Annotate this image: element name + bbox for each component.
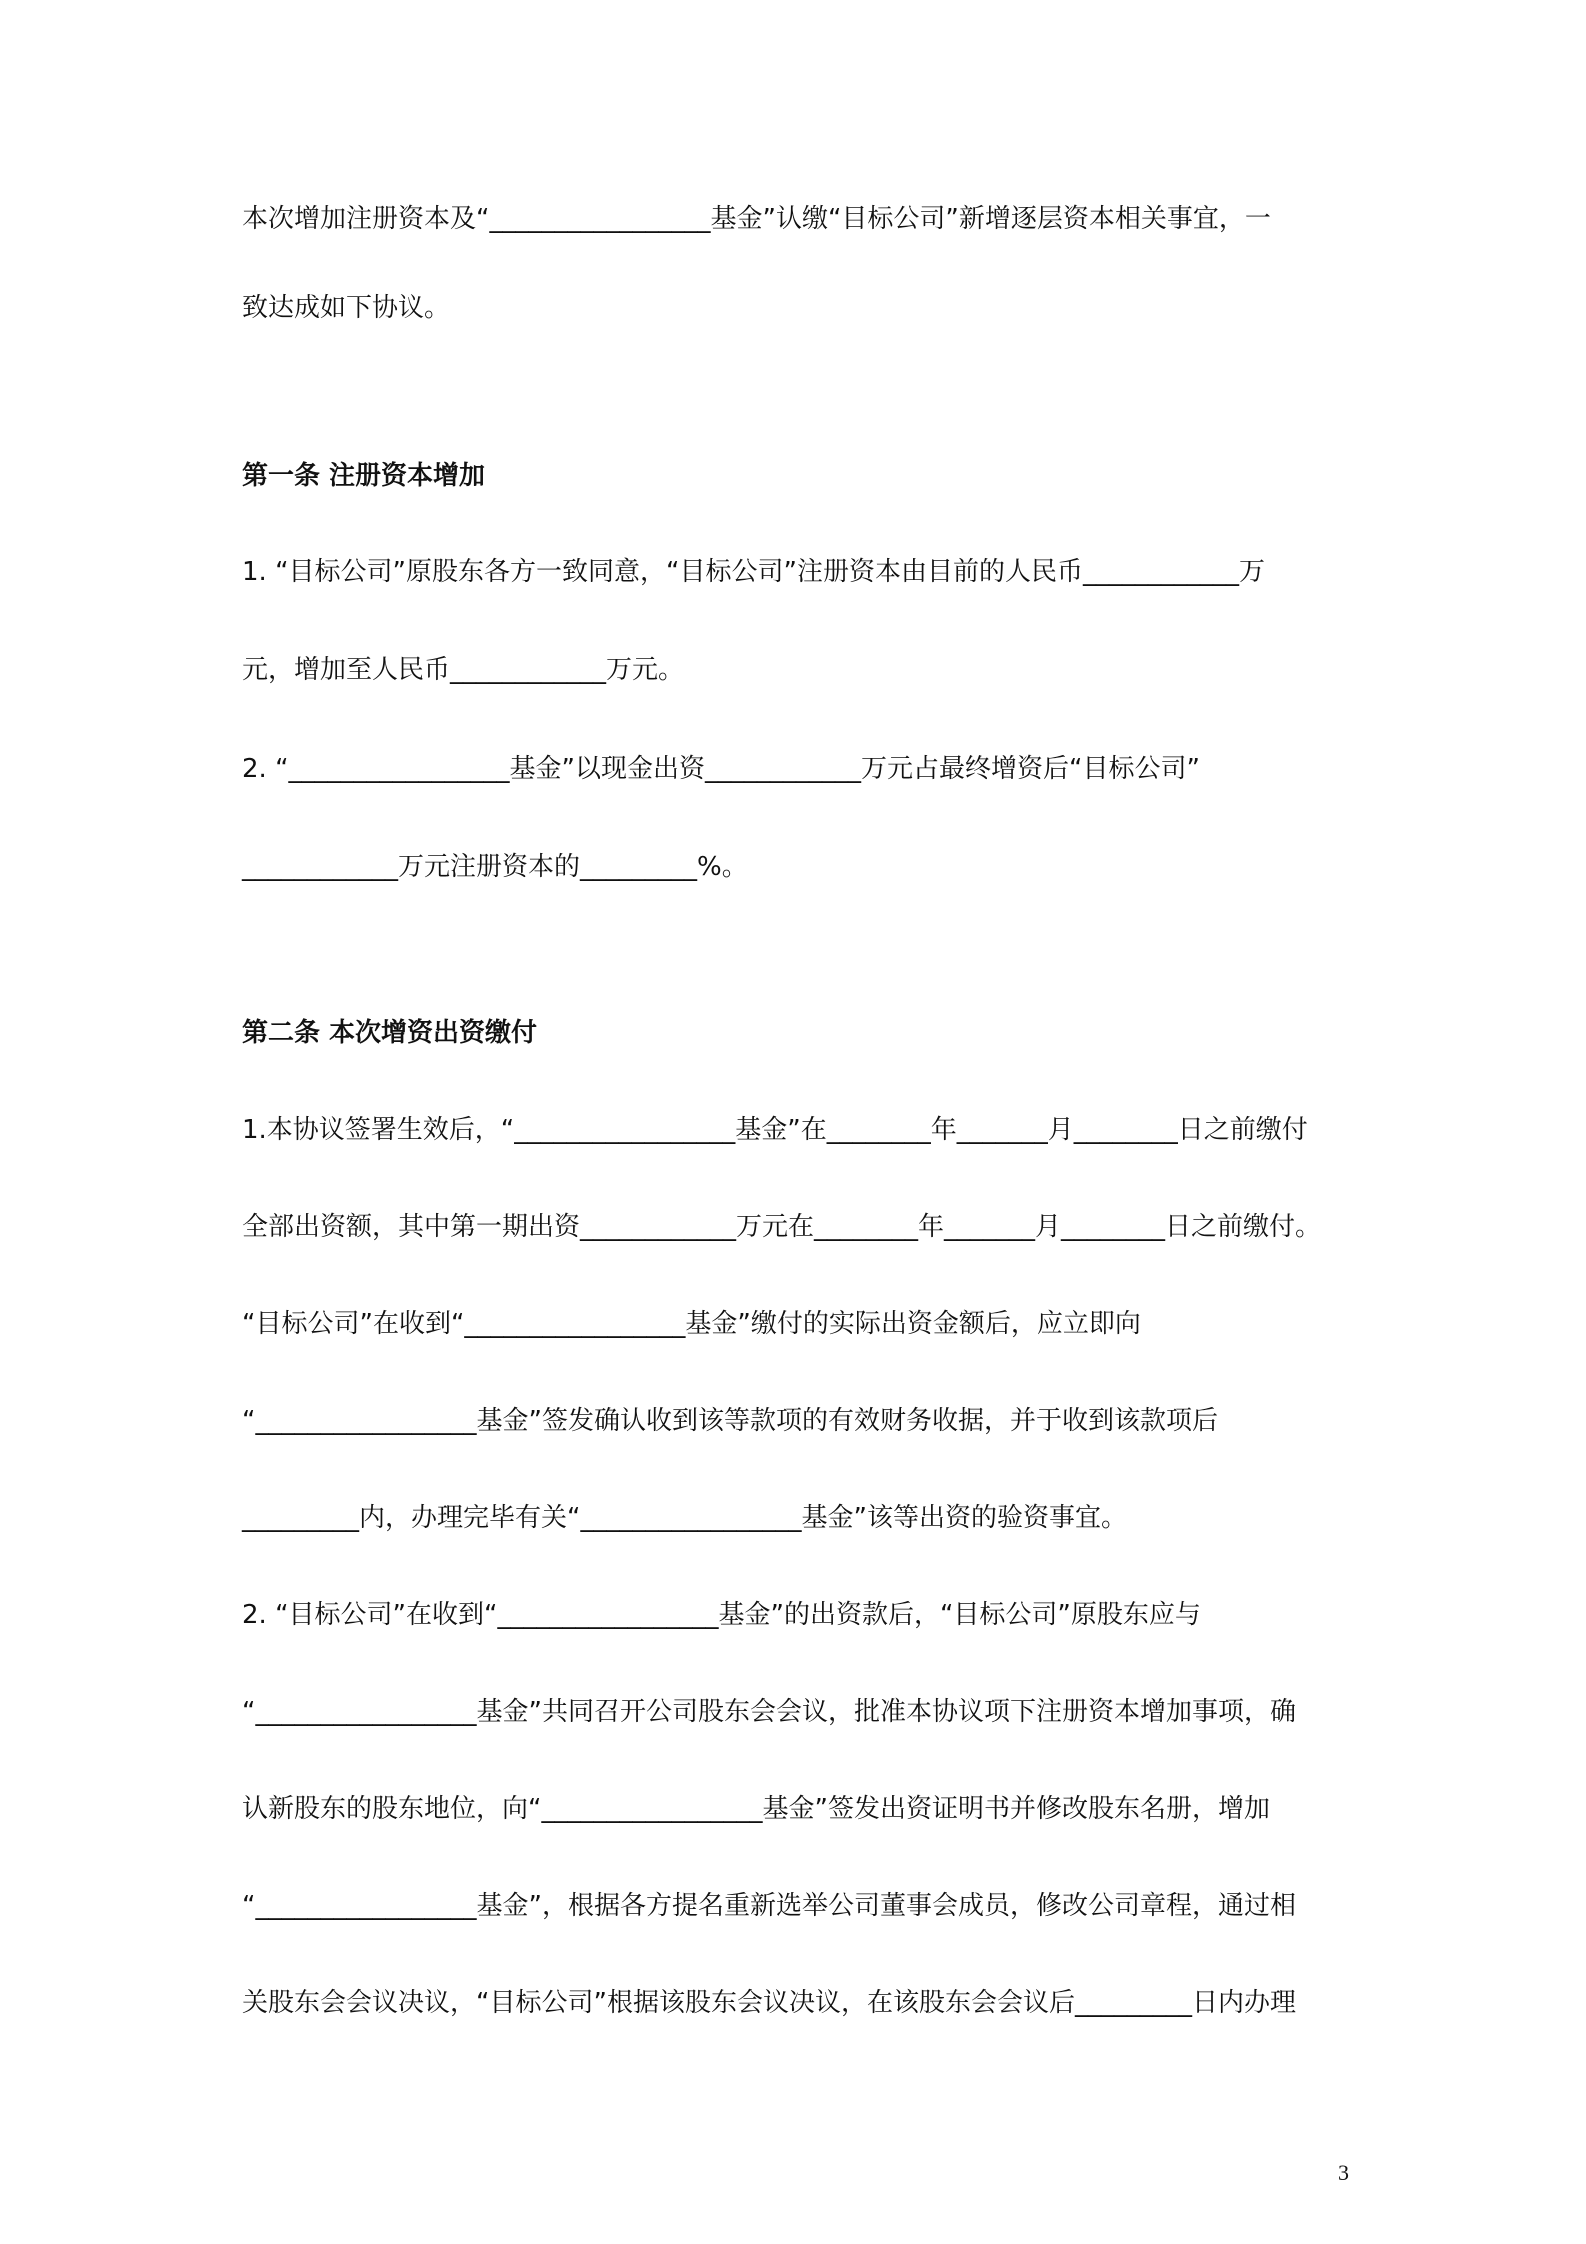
article-2-para-1-line-4: “_________________基金”签发确认收到该等款项的有效财务收据，并于收到该款项后 [242, 1406, 1218, 1436]
intro-line-1: 本次增加注册资本及“_________________基金”认缴“目标公司”新增逐层资本相关事宜，一 [242, 204, 1271, 234]
article-2-para-2-line-1: 2. “目标公司”在收到“_________________基金”的出资款后，“目标公司”原股东应与 [242, 1600, 1201, 1630]
article-2-heading: 第二条 本次增资出资缴付 [242, 1018, 538, 1048]
article-1-para-1-line-2: 元，增加至人民币____________万元。 [242, 655, 685, 685]
article-2-para-2-line-3: 认新股东的股东地位，向“_________________基金”签发出资证明书并修改股东名册，增加 [242, 1794, 1270, 1824]
article-2-para-2-line-2: “_________________基金”共同召开公司股东会会议，批准本协议项下注册资本增加事项，确 [242, 1697, 1296, 1727]
article-2-para-1-line-5: _________内，办理完毕有关“_________________基金”该等出资的验资事宜。 [242, 1503, 1127, 1533]
article-1-heading: 第一条 注册资本增加 [242, 461, 486, 491]
article-2-para-2-line-5: 关股东会会议决议，“目标公司”根据该股东会议决议，在该股东会会议后_________日内办理 [242, 1988, 1296, 2018]
article-2-para-1-line-3: “目标公司”在收到“_________________基金”缴付的实际出资金额后，应立即向 [242, 1309, 1141, 1339]
article-1-para-1-line-1: 1. “目标公司”原股东各方一致同意，“目标公司”注册资本由目前的人民币____________万 [242, 557, 1265, 587]
article-1-para-2-line-1: 2. “_________________基金”以现金出资____________万元占最终增资后“目标公司” [242, 754, 1200, 784]
article-1-para-2-line-2: ____________万元注册资本的_________%。 [242, 852, 748, 882]
article-2-para-1-line-1: 1.本协议签署生效后，“_________________基金”在________年_______月________日之前缴付 [242, 1115, 1308, 1145]
article-2-para-2-line-4: “_________________基金”，根据各方提名重新选举公司董事会成员，修改公司章程，通过相 [242, 1891, 1296, 1921]
intro-line-2: 致达成如下协议。 [242, 293, 451, 323]
page-number: 3 [1338, 2160, 1349, 2185]
article-2-para-1-line-2: 全部出资额，其中第一期出资____________万元在________年_______月________日之前缴付。 [242, 1212, 1322, 1242]
